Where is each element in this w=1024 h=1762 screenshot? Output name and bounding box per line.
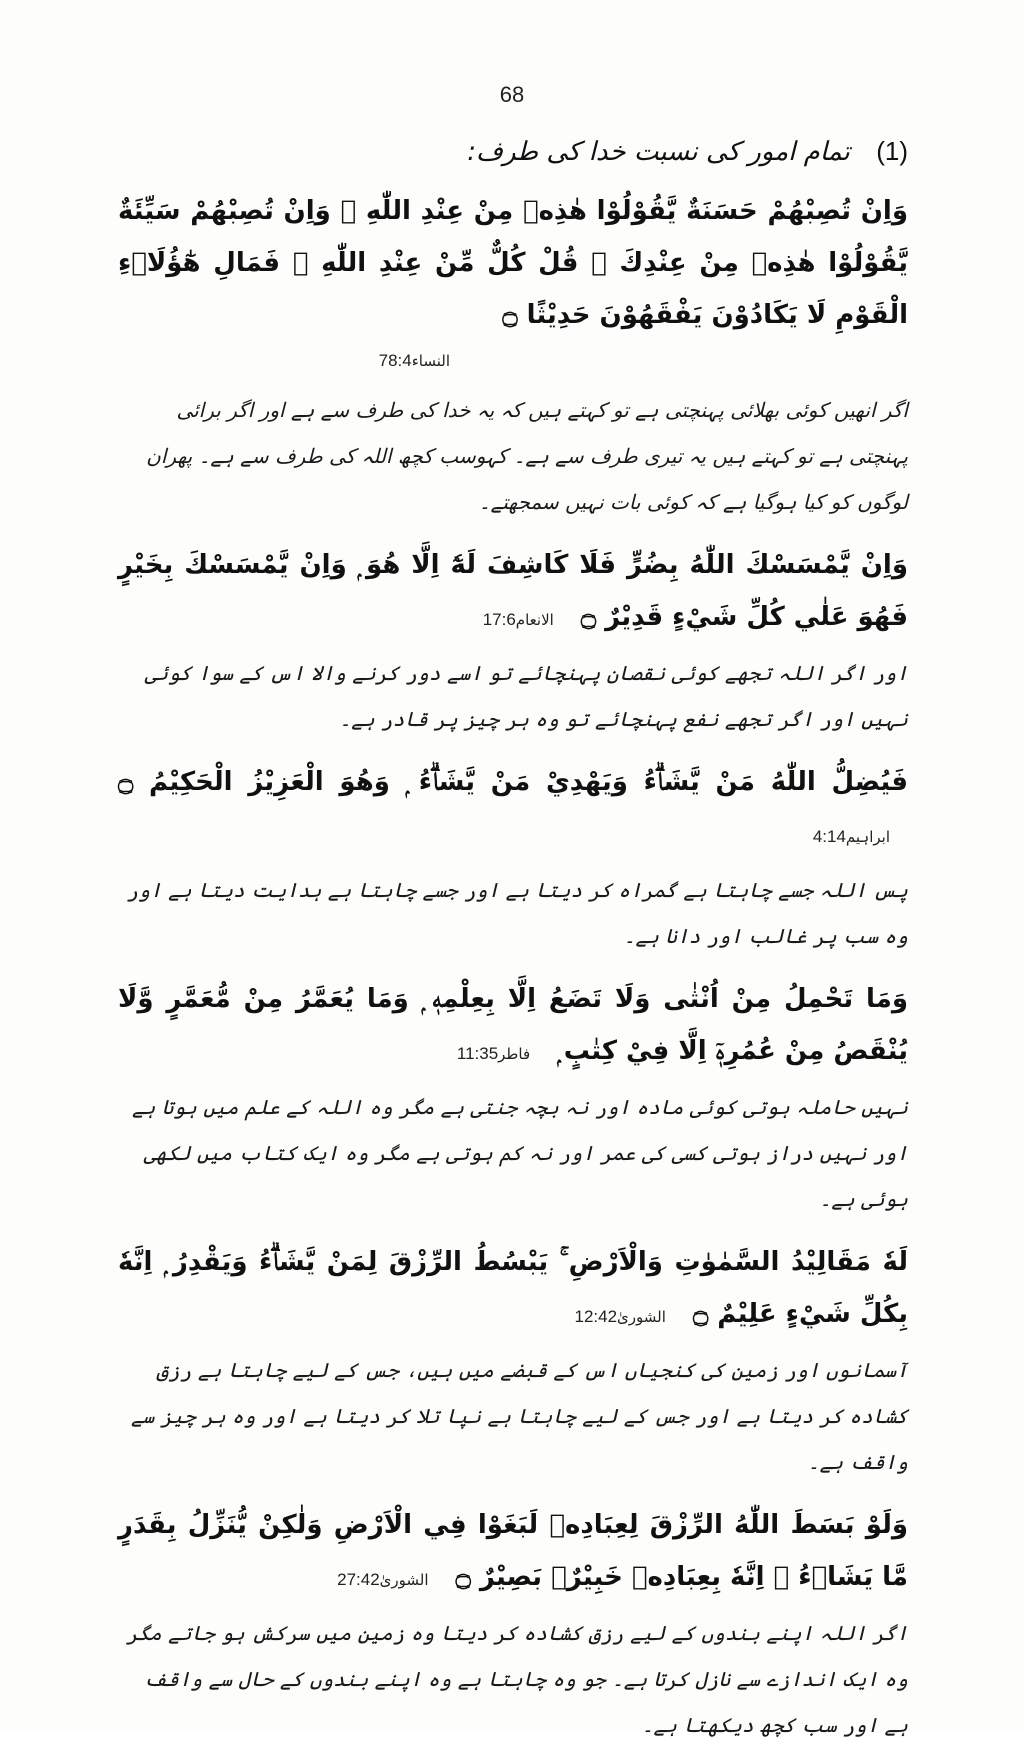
reference-number: 78:4 (378, 351, 412, 370)
urdu-translation: پس اللہ جسے چاہتا ہے گمراہ کر دیتا ہے اور جسے چاہتا ہے ہدایت دیتا ہے اور وہ سب پر غالب اور دانا ہے۔ (126, 878, 908, 948)
reference-surah: الشوریٰ (379, 1571, 429, 1589)
arabic-verse-text: لَهٗ مَقَالِيْدُ السَّمٰوٰتِ وَالْاَرْضِ ۚ يَبْسُطُ الرِّزْقَ لِمَنْ يَّشَاۗءُ وَيَقْدِرُ ۭ اِنَّهٗ بِكُلِّ شَيْءٍ عَلِيْمٌ ۝ (118, 1247, 908, 1329)
reference-number: 27:42 (337, 1570, 380, 1589)
verse-block (118, 539, 908, 742)
arabic-verse-text: فَيُضِلُّ اللّٰهُ مَنْ يَّشَاۗءُ وَيَهْدِيْ مَنْ يَّشَاۗءُ ۭ وَهُوَ الْعَزِيْزُ الْحَكِيْمُ ۝ (118, 767, 908, 797)
urdu-translation: اگر انھیں کوئی بھلائی پہنچتی ہے تو کہتے ہیں کہ یہ خدا کی طرف سے ہے اور اگر برائی پہنچتی ہے تو کہتے ہیں یہ تیری طرف سے ہے۔ کہوسب کچھ اللہ کی طرف سے ہے۔ پھران لوگوں کو کیا ہوگیا ہے کہ کوئی بات نہیں سمجھتے۔ (146, 398, 908, 514)
arabic-verse (118, 756, 908, 863)
reference-surah: الانعام (515, 611, 554, 629)
arabic-verse-text: وَاِنْ يَّمْسَسْكَ اللّٰهُ بِضُرٍّ فَلَا كَاشِفَ لَهٗٓ اِلَّا هُوَ ۭ وَاِنْ يَّمْسَسْكَ بِخَيْرٍ فَهُوَ عَلٰي كُلِّ شَيْءٍ قَدِيْرٌ ۝ (118, 550, 908, 632)
section-heading (118, 128, 908, 175)
arabic-verse (118, 1499, 908, 1606)
reference-surah: ابراہیم (845, 828, 890, 846)
reference-number: 4:14 (812, 827, 846, 846)
arabic-verse: وَاِنْ تُصِبْهُمْ حَسَنَةٌ يَّقُوْلُوْا هٰذِهٖ مِنْ عِنْدِ اللّٰهِ ۚ وَاِنْ تُصِبْهُمْ سَيِّئَةٌ يَّقُوْلُوْا هٰذِهٖ مِنْ عِنْدِكَ ۭ قُلْ كُلٌّ مِّنْ عِنْدِ اللّٰهِ ۭ فَمَالِ هٰٓؤُلَاۗءِ الْقَوْمِ لَا يَكَادُوْنَ يَفْقَهُوْنَ حَدِيْثًا ۝ (118, 196, 908, 330)
arabic-verse (118, 1236, 908, 1343)
verse-block (118, 756, 908, 959)
reference-number: 12:42 (574, 1307, 618, 1326)
urdu-translation: نہیں حاملہ ہوتی کوئی مادہ اور نہ بچہ جنتی ہے مگر وہ اللہ کے علم میں ہوتا ہے اور نہیں دراز ہوتی کسی کی عمر اور نہ کم ہوتی ہے مگر وہ ایک کتاب میں لکھی ہوئی ہے۔ (131, 1095, 908, 1211)
verse-reference (118, 341, 908, 381)
reference-surah: النساء (411, 352, 450, 370)
arabic-verse (118, 973, 908, 1080)
section-title: تمام امور کی نسبت خدا کی طرف: (467, 137, 850, 167)
page-content (118, 128, 908, 1762)
urdu-translation: اور اگر اللہ تجھے کوئی نقصان پہنچائے تو اسے دور کرنے والا اس کے سوا کوئی نہیں اور اگر تجھے نفع پہنچائے تو وہ ہر چیز پر قادر ہے۔ (144, 661, 908, 731)
urdu-translation: آسمانوں اور زمین کی کنجیاں اس کے قبضے میں ہیں، جس کے لیے چاہتا ہے رزق کشادہ کر دیتا ہے اور جس کے لیے چاہتا ہے نپا تلا کر دیتا ہے اور وہ ہر چیز سے واقف ہے۔ (130, 1358, 908, 1474)
reference-surah: الشوریٰ (617, 1308, 666, 1326)
arabic-verse (118, 539, 908, 646)
reference-number: 17:6 (482, 610, 516, 629)
verse-block (118, 973, 908, 1222)
arabic-verse-text: وَمَا تَحْمِلُ مِنْ اُنْثٰى وَلَا تَضَعُ اِلَّا بِعِلْمِهٖ ۭ وَمَا يُعَمَّرُ مِنْ مُّعَمَّرٍ وَّلَا يُنْقَصُ مِنْ عُمُرِهٖٓ اِلَّا فِيْ كِتٰبٍ ۭ (118, 984, 908, 1066)
reference-surah: فاطر (498, 1045, 531, 1063)
urdu-translation: اگر اللہ اپنے بندوں کے لیے رزق کشادہ کر دیتا وہ زمین میں سرکش ہو جاتے مگر وہ ایک اندازے سے نازل کرتا ہے۔ جو وہ چاہتا ہے وہ اپنے بندوں کے حال سے واقف ہے اور سب کچھ دیکھتا ہے۔ (126, 1621, 908, 1737)
page-number: 68 (499, 82, 525, 107)
arabic-verse-text: وَلَوْ بَسَطَ اللّٰهُ الرِّزْقَ لِعِبَادِهٖ لَبَغَوْا فِي الْاَرْضِ وَلٰكِنْ يُّنَزِّلُ بِقَدَرٍ مَّا يَشَاۗءُ ۭ اِنَّهٗ بِعِبَادِهٖ خَبِيْرٌۢ بَصِيْرٌ ۝ (118, 1510, 908, 1592)
verse-block (118, 185, 908, 525)
verse-block (118, 1236, 908, 1485)
verse-block (118, 1499, 908, 1748)
reference-number: 11:35 (456, 1044, 499, 1063)
section-number: (1) (876, 136, 908, 166)
